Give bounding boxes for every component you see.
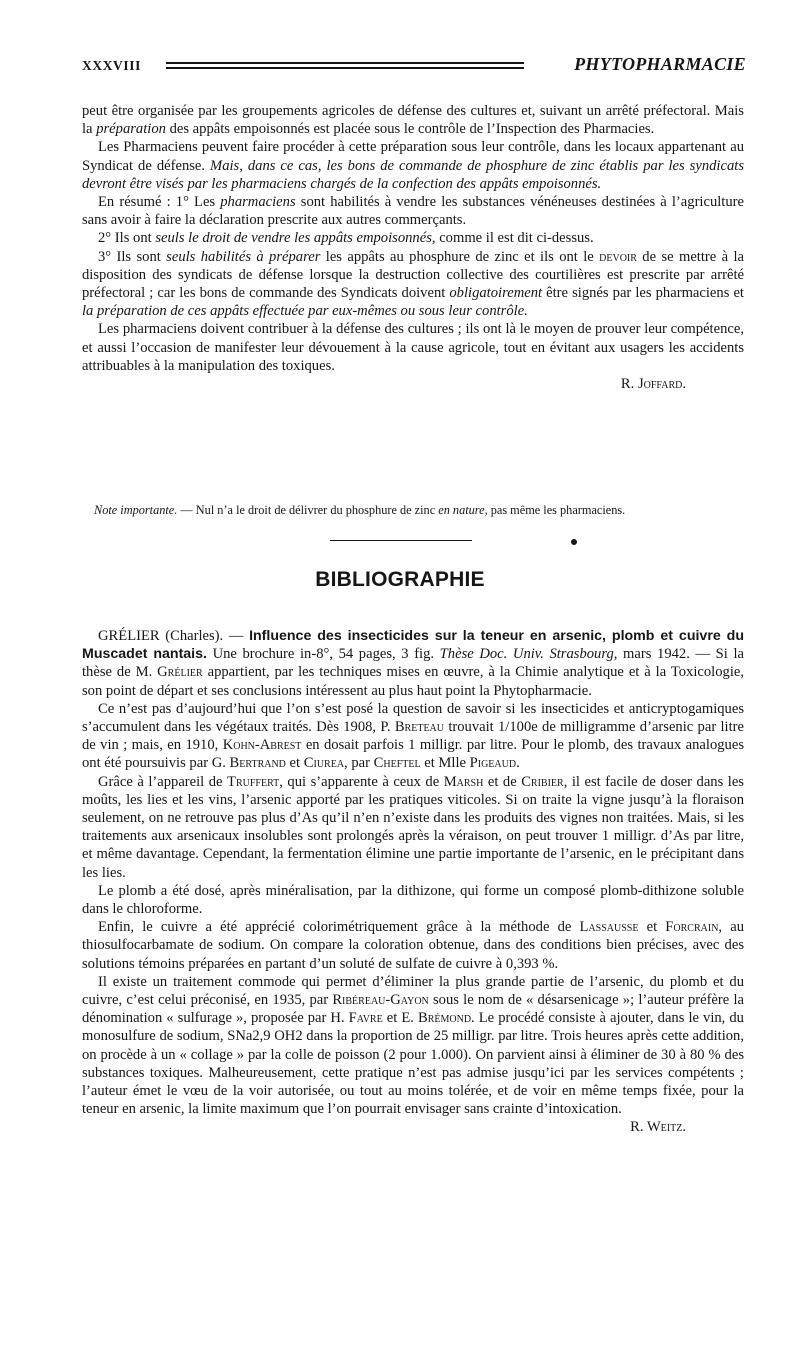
small-caps-run: Brémond xyxy=(417,1010,472,1027)
text-run: les appâts au phosphure de zinc et ils ont le xyxy=(320,248,600,265)
italic-run: Thèse Doc. Univ. Strasbourg, xyxy=(439,646,618,663)
small-caps-run: Cribier xyxy=(521,773,564,790)
separator-dot xyxy=(571,539,577,545)
text-run: GRÉLIER (Charles). — xyxy=(98,628,250,644)
italic-run: Mais, dans ce cas, les bons de commande de phosphure de zinc établis par les syndicats devront être visés par les pharmaciens chargés de la confection des appâts empoisonnés. xyxy=(82,157,744,192)
important-note xyxy=(82,502,744,518)
text-run: en dosait parfois 1 milligr. par litre. Pour le plomb, des travaux analogues ont été poursuivis par G. xyxy=(82,737,744,772)
italic-run: seuls le droit de vendre les appâts empoisonnés, xyxy=(155,230,436,247)
journal-title: PHYTOPHARMACIE xyxy=(574,54,746,74)
text-run: et de xyxy=(483,773,522,790)
review-paragraph xyxy=(82,700,744,773)
italic-run: obligatoirement xyxy=(449,285,543,302)
text-run: Grâce à l’appareil de xyxy=(98,773,228,790)
text-run: et xyxy=(638,919,666,936)
review-paragraph xyxy=(82,773,744,882)
text-run: de se mettre à la disposition des syndicats de défense lorsque la destruction collective des courtilières est prescrite par arrêté préfectoral ; car les bons de commande des Syndicats doivent xyxy=(82,248,744,302)
italic-run: pharmaciens xyxy=(220,194,296,211)
small-caps-run: Breteau xyxy=(394,719,445,736)
text-run: Les pharmaciens doivent contribuer à la défense des cultures ; ils ont là le moyen de prouver leur compétence, et aussi l’occasion de manifester leur dévouement à la cause agricole, tout en évitant aux usagers les accidents attribuables à la manipulation des toxiques. xyxy=(82,321,744,374)
small-caps-run: Pigeaud xyxy=(469,755,517,772)
note-text xyxy=(82,502,744,518)
text-run: pas même les pharmaciens. xyxy=(487,503,626,517)
section-title: BIBLIOGRAPHIE xyxy=(315,568,485,591)
small-caps-run: Favre xyxy=(348,1010,383,1027)
italic-run: la préparation de ces appâts effectuée par eux-mêmes ou sous leur contrôle. xyxy=(82,303,528,320)
article-paragraph xyxy=(82,248,744,321)
text-run: Le plomb a été dosé, après minéralisation, par la dithizone, qui forme un composé plomb-dithizone soluble dans le chloroforme. xyxy=(82,882,744,918)
text-run: . xyxy=(516,755,520,772)
text-run: En résumé : 1° Les xyxy=(98,194,221,211)
text-run: Une brochure in-8°, 54 pages, 3 fig. xyxy=(206,646,440,663)
text-run: , qui s’apparente à ceux de xyxy=(279,773,444,790)
review-paragraph xyxy=(82,918,744,973)
text-run: comme il est dit ci-dessus. xyxy=(435,230,594,247)
text-run: et E. xyxy=(382,1010,418,1027)
article-paragraph xyxy=(82,193,744,229)
review-signature: R. Weitz. xyxy=(630,1119,686,1136)
italic-run: Note importante. xyxy=(94,503,178,517)
text-run: Les Pharmaciens peuvent faire procéder à cette préparation sous leur contrôle, dans les locaux appartenant au Syndicat de défense. xyxy=(82,139,744,174)
italic-run: en nature, xyxy=(438,503,488,517)
text-run: Enfin, le cuivre a été apprécié colorimétriquement grâce à la méthode de xyxy=(98,919,580,936)
review-paragraph xyxy=(82,627,744,700)
article-signature: R. Joffard. xyxy=(620,376,686,393)
small-caps-run: Lassausse xyxy=(579,919,639,936)
article-paragraph xyxy=(82,102,744,138)
text-run: Ce n’est pas d’aujourd’hui que l’on s’est posé la question de savoir si les insecticides et anticryptogamiques s’accumulent dans les végétaux traités. Dès 1908, P. xyxy=(82,700,744,736)
article-paragraph xyxy=(82,229,744,247)
text-run: , au thiosulfocarbamate de sodium. On compare la coloration obtenue, dans des conditions bien précises, avec des solutions témoins préparées en partant d’un soluté de sulfate de cuivre à 0,393 %. xyxy=(82,919,744,972)
small-caps-run: Ribéreau-Gayon xyxy=(332,992,429,1009)
text-run: et Mlle xyxy=(420,755,470,772)
text-run: appartient, par les techniques mises en œuvre, à la Chimie analytique et à la Toxicologie, son point de départ et ses conclusions intéressent au plus haut point la Phytopharmacie. xyxy=(82,664,744,699)
text-run: . Le procédé consiste à ajouter, dans le vin, du monosulfure de sodium, SNa2,9 OH2 dans la proportion de 25 milligr. par litre. Trois heures après cette addition, on procède à un « collage » par la colle de poisson (2 pour 1.000). On parvient ainsi à éliminer de 30 à 80 % des substances toxiques. Malheureusement, cette pratique n’est pas admise jusqu’ici par les services compétents ; l’auteur émet le vœu de la voir autorisée, ou tout au moins tolérée, et de voir en même temps fixée, pour la teneur en arsenic, la limite maximum que l’on pourrait envisager sans crainte d’intoxication. xyxy=(82,1010,744,1118)
text-run: sont habilités à vendre les substances vénéneuses destinées à l’agriculture sans avoir à faire la déclaration prescrite aux autres commerçants. xyxy=(82,194,744,229)
text-run: , il est facile de doser dans les moûts, les lies et les vins, l’arsenic apporté par les pratiques viticoles. Si on traite la vigne jusqu’à la floraison seulement, on ne retrouve pas plus d’As qu’il n’en n’existe dans les produits des vignes non traitées. Mais, si les traitements aux arsenicaux insolubles sont prolongés après la véraison, on peut trouver 1 milligr. d’As par litre, et même davantage. Cependant, la fermentation élimine une partie importante de l’arsenic, en le précipitant dans les lies. xyxy=(82,773,744,881)
italic-run: préparation xyxy=(96,121,166,138)
text-run: trouvait 1/100e de milligramme d’arsenic par litre de vin ; mais, en 1910, xyxy=(82,719,744,754)
header-double-rule xyxy=(166,62,524,69)
small-caps-run: Cheftel xyxy=(373,755,421,772)
article-continuation xyxy=(82,102,744,393)
text-run: 3° Ils sont xyxy=(98,248,167,265)
text-run: et xyxy=(285,755,304,772)
article-paragraph xyxy=(82,138,744,193)
text-run: peut être organisée par les groupements agricoles de défense des cultures et, suivant un arrêté préfectoral. Mais la xyxy=(82,103,744,138)
small-caps-run: Forcrain xyxy=(665,919,719,936)
bibliography-review xyxy=(82,627,744,1137)
review-paragraph xyxy=(82,973,744,1119)
small-caps-run: Ciurea xyxy=(303,755,345,772)
text-run: — Nul n’a le droit de délivrer du phosphure de zinc xyxy=(177,503,439,517)
small-caps-run: Marsh xyxy=(443,773,484,790)
text-run: des appâts empoisonnés est placée sous le contrôle de l’Inspection des Pharmacies. xyxy=(165,121,655,138)
small-caps-run: Truffert xyxy=(227,773,280,790)
article-paragraph xyxy=(82,320,744,375)
italic-run: seuls habilités à préparer xyxy=(166,248,321,265)
text-run: être signés par les pharmaciens et xyxy=(542,285,744,302)
text-run: , par xyxy=(344,755,374,772)
running-header xyxy=(82,55,746,77)
text-run: sous le nom de « désarsenicage »; l’auteur préfère la dénomination « sulfurage », proposée par H. xyxy=(82,992,744,1027)
review-paragraph xyxy=(82,882,744,918)
small-caps-run: devoir xyxy=(599,248,637,265)
small-caps-run: Kohn-Abrest xyxy=(222,737,302,754)
section-separator xyxy=(330,540,472,541)
small-caps-run: Grélier xyxy=(157,664,203,681)
bold-run: Influence des insecticides sur la teneur en arsenic, plomb et cuivre du Muscadet nantais. xyxy=(82,628,744,663)
small-caps-run: Bertrand xyxy=(229,755,286,772)
text-run: mars 1942. — Si la thèse de M. xyxy=(82,646,745,681)
text-run: 2° Ils ont xyxy=(98,230,156,247)
text-run: Il existe un traitement commode qui permet d’éliminer la plus grande partie de l’arsenic, du plomb et du cuivre, c’est celui préconisé, en 1935, par xyxy=(82,973,744,1009)
page-number: XXXVIII xyxy=(82,58,141,73)
